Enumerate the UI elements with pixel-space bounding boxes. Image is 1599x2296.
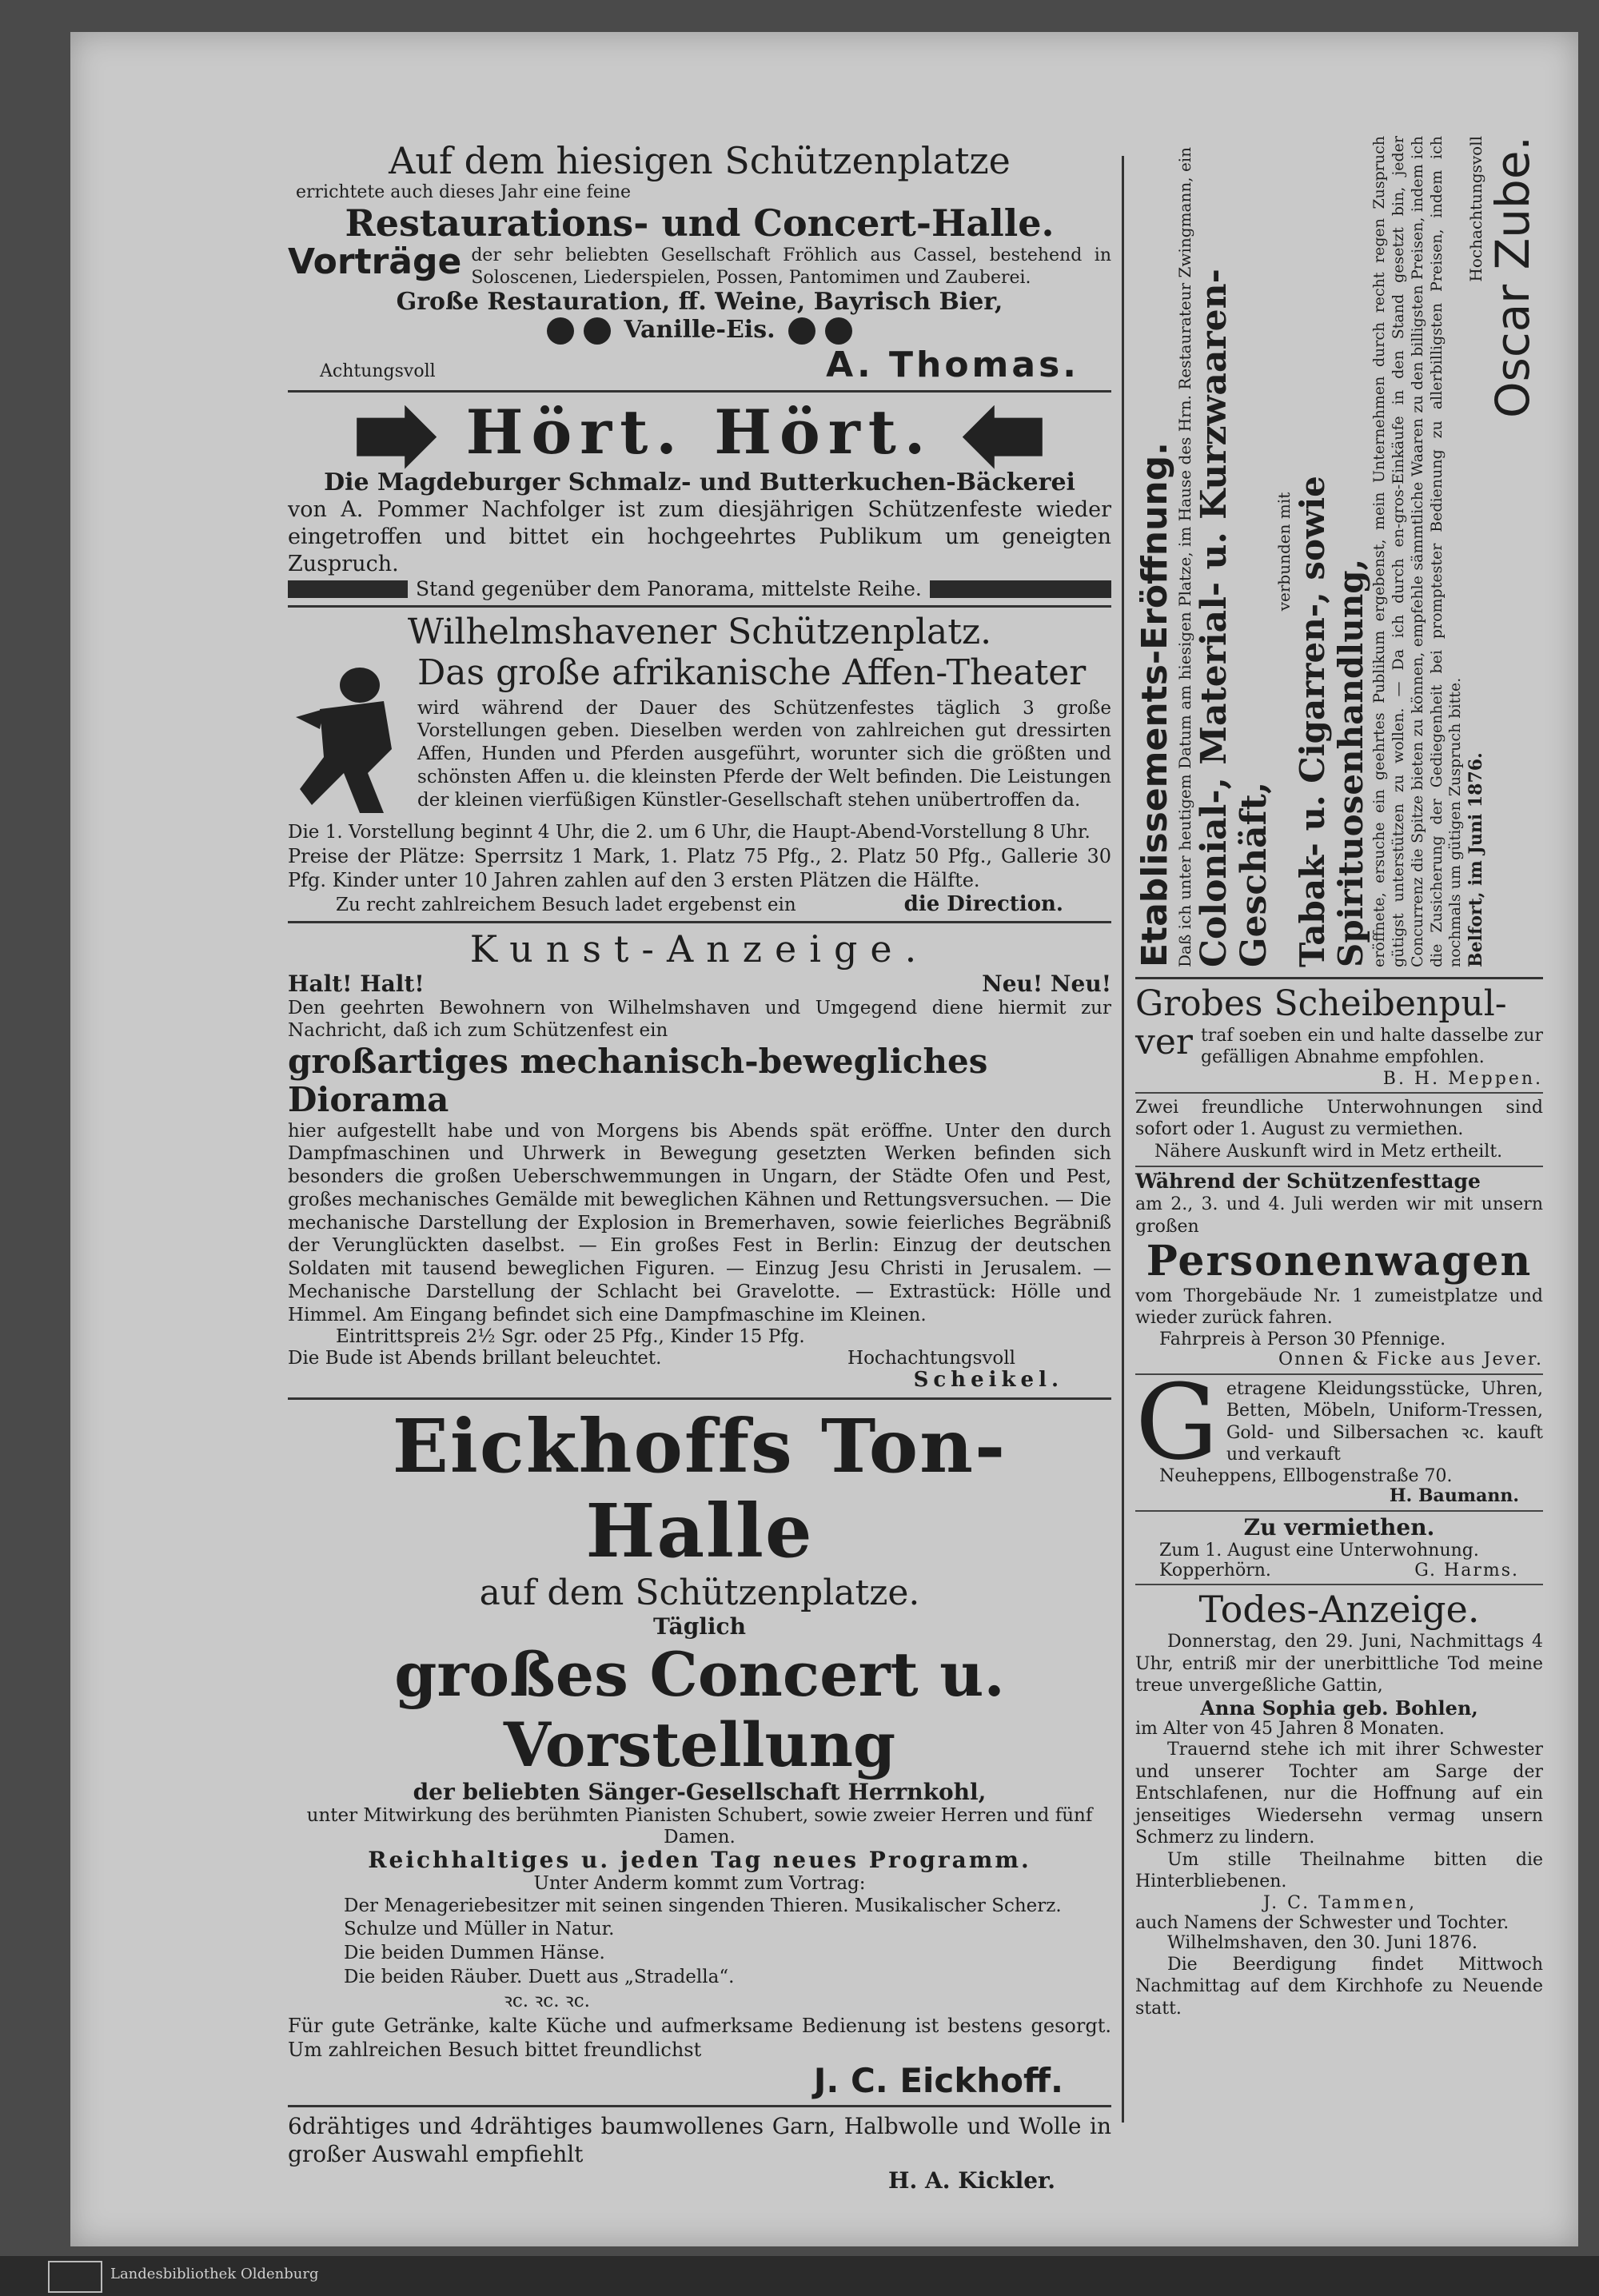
connector: verbunden mit: [1274, 492, 1294, 612]
divider: [288, 921, 1111, 923]
place-date: Belfort, im Juni 1876.: [1465, 752, 1487, 967]
right-column: [1135, 136, 1543, 2135]
heading: Während der Schützenfesttage: [1135, 1170, 1481, 1194]
ad-personenwagen: [1135, 1170, 1543, 1369]
program-item: Der Menageriebesitzer mit seinen singenden Thieren. Musikalischer Scherz.: [344, 1895, 1062, 1916]
ad-title: Etablissements-Eröffnung.: [1134, 442, 1175, 967]
divider: [1135, 1510, 1543, 1512]
program-item: Die beiden Dummen Hänse.: [344, 1943, 605, 1964]
ad-zube: [1135, 136, 1543, 967]
divider: [288, 2105, 1111, 2107]
divider: [1135, 1373, 1543, 1375]
divider: [288, 605, 1111, 608]
with: unter Mitwirkung des berühmten Pianisten Schubert, sowie zweier Herren und fünf Damen.: [306, 1805, 1093, 1848]
ad-line: errichtete auch dieses Jahr eine feine: [296, 181, 632, 202]
ad-text: von A. Pommer Nachfolger ist zum diesjährigen Schützenfeste wieder eingetroffen und bittet ein hochgeehrtes Publikum um geneigten Zuspruch.: [288, 497, 1111, 576]
ad-text: traf soeben ein und halte dasselbe zur gefälligen Abnahme empfohlen.: [1200, 1025, 1543, 1068]
text1: Donnerstag, den 29. Juni, Nachmittags 4 Uhr, entriß mir der unerbittliche Tod meine treue unvergeßliche Gattin,: [1135, 1632, 1543, 1696]
light: Die Bude ist Abends brillant beleuchtet.: [288, 1347, 662, 1369]
ad-title: Personenwagen: [1146, 1237, 1533, 1286]
divider: [288, 1397, 1111, 1400]
signer-note: auch Namens der Schwester und Tochter.: [1135, 1913, 1509, 1934]
restauration-line: Große Restauration, ff. Weine, Bayrisch Bier,: [396, 288, 1003, 317]
signature: H. A. Kickler.: [888, 2167, 1055, 2194]
signature: Onnen & Ficke aus Jever.: [1278, 1349, 1543, 1370]
age: im Alter von 45 Jahren 8 Monaten.: [1135, 1719, 1445, 1740]
signature: G. Harms.: [1414, 1561, 1519, 1581]
divider: [288, 390, 1111, 393]
ornament-dot-icon: [547, 317, 574, 345]
vortrag-intro: Unter Anderm kommt zum Vortrag:: [533, 1873, 866, 1895]
ad-kleidung: [1135, 1378, 1543, 1507]
line2: Tabak- u. Cigarren-, sowie Spirituosenhandlung,: [1292, 476, 1371, 967]
ad-kunst: [288, 928, 1111, 1393]
ad-text: 6drähtiges und 4drähtiges baumwollenes Garn, Halbwolle und Wolle in großer Auswahl empfiehlt: [288, 2113, 1111, 2168]
signature: A. Thomas.: [826, 344, 1079, 385]
divider: [1135, 977, 1543, 979]
ad-title-cont: ver: [1135, 1021, 1193, 1062]
ad-title: Eickhoffs Ton-Halle: [392, 1402, 1007, 1574]
ad-vermiethen: [1135, 1515, 1543, 1580]
signature: die Direction.: [903, 891, 1063, 916]
ad-text: etragene Kleidungsstücke, Uhren, Betten, Möbeln, Uniform-Tressen, Gold- und Silbersachen ꝛc. kauft und verkauft: [1226, 1378, 1543, 1465]
address: Neuheppens, Ellbogenstraße 70.: [1159, 1466, 1453, 1487]
program-item: Die beiden Räuber. Duett aus „Stradella“.: [344, 1967, 735, 1988]
vanille-line: Vanille-Eis.: [624, 315, 776, 344]
signature: B. H. Meppen.: [1382, 1068, 1543, 1089]
service: Für gute Getränke, kalte Küche und aufmerksame Bedienung ist bestens gesorgt. Um zahlreichen Besuch bittet freundlichst: [288, 2015, 1111, 2062]
text2: Trauernd stehe ich mit ihrer Schwester und unserer Tochter am Sarge der Entschlafenen, nur die Hoffnung auf ein jenseitiges Wiedersehn vermag unsern Schmerz zu lindern.: [1135, 1740, 1543, 1848]
ad-title: Todes-Anzeige.: [1198, 1588, 1480, 1632]
halt: Halt! Halt!: [288, 970, 425, 997]
divider: [1135, 1584, 1543, 1585]
ornament-dot-icon: [788, 317, 815, 345]
signer: J. C. Tammen,: [1263, 1892, 1418, 1913]
divider: [1135, 1092, 1543, 1094]
closing: Achtungsvoll: [320, 361, 436, 381]
schedule: Die 1. Vorstellung beginnt 4 Uhr, die 2. um 6 Uhr, die Haupt-Abend-Vorstellung 8 Uhr.: [288, 821, 1091, 843]
deceased-name: Anna Sophia geb. Bohlen,: [1200, 1696, 1478, 1720]
library-name: Landesbibliothek Oldenburg: [110, 2266, 319, 2282]
programm: Reichhaltiges u. jeden Tag neues Programm.: [368, 1846, 1031, 1873]
signature: Oscar Zube.: [1485, 136, 1541, 419]
left-column: [288, 139, 1111, 2194]
monkey-rider-illustration: [288, 653, 408, 821]
signature: J. C. Eickhoff.: [813, 2061, 1063, 2101]
route: vom Thorgebäude Nr. 1 zumeistplatze und wieder zurück fahren.: [1135, 1286, 1543, 1329]
price: Eintrittspreis 2½ Sgr. oder 25 Pfg., Kinder 15 Pfg.: [336, 1326, 805, 1348]
intro: Daß ich unter heutigem Datum am hiesigen Platze, im Hause des Hrn. Restaurateur Zwingmann, ein: [1174, 146, 1194, 967]
ad-text: eröffnete, ersuche ein geehrtes Publikum ergebenst, mein Unternehmen durch recht regen Zuspruch gütigst unterstützen zu wollen. — Da ich durch en-gros-Einkäufe in den Stand gesetzt bin, jeder Concurrenz die Spitze bieten zu können, empfehle sämmtliche Waaren zu den billigsten Preisen, indem ich die Zusicherung der Gediegenheit bei promptester Bedienung zu allerbilligsten Preisen, indem ich nochmals um gütigen Zuspruch bitte.: [1370, 136, 1465, 967]
ad-title: Hört. Hört.: [465, 396, 934, 468]
ad-eickhoff: [288, 1402, 1111, 2101]
ad-scheibenpulver: [1135, 984, 1543, 1089]
ad-text: Zwei freundliche Unterwohnungen sind sofort oder 1. August zu vermiethen.: [1135, 1097, 1543, 1140]
pointing-hand-icon: [357, 405, 437, 469]
text3: Um stille Theilnahme bitten die Hinterbliebenen.: [1135, 1849, 1543, 1892]
decorative-bar: [288, 580, 408, 598]
ad-text: Zum 1. August eine Unterwohnung.: [1159, 1540, 1479, 1561]
burial: Die Beerdigung findet Mittwoch Nachmittag auf dem Kirchhofe zu Neuende statt.: [1135, 1954, 1543, 2019]
closing: Hochachtungsvoll: [1466, 136, 1486, 282]
initial-letter: G: [1135, 1377, 1218, 1483]
decorative-bar: [930, 580, 1111, 598]
ad-headline: großartiges mechanisch-bewegliches Diorama: [288, 1042, 988, 1120]
ornament-dot-icon: [584, 317, 611, 345]
ad-schuetzenplatz: [288, 140, 1111, 385]
stand-line: Stand gegenüber dem Panorama, mittelste Reihe.: [416, 577, 922, 601]
neu: Neu! Neu!: [982, 970, 1111, 997]
ornament-dot-icon: [825, 317, 852, 345]
ad-text: am 2., 3. und 4. Juli werden wir mit unsern großen: [1135, 1194, 1543, 1237]
ad-unterwohnungen: [1135, 1097, 1543, 1163]
etc: ꝛc. ꝛc. ꝛc.: [504, 1991, 590, 2012]
ad-title: Wilhelmshavener Schützenplatz.: [407, 612, 992, 653]
ad-todes: [1135, 1588, 1543, 2019]
place: Kopperhörn.: [1159, 1561, 1271, 1581]
ad-headline: Das große afrikanische Affen-Theater: [417, 652, 1087, 693]
vortraege-label: Vorträge: [288, 241, 462, 283]
intro: Den geehrten Bewohnern von Wilhelmshaven und Umgegend diene hiermit zur Nachricht, daß ich zum Schützenfest ein: [288, 997, 1111, 1042]
pointing-hand-icon: [963, 405, 1043, 469]
ad-text: wird während der Dauer des Schützenfestes täglich 3 große Vorstellungen geben. Dieselben werden von zahlreichen gut dressirten Affen, Hunden und Pferden ausgeführt, worunter sich die größten und schönsten Affen u. die kleinsten Pferde der Welt befinden. Die Leistungen der kleinen vierfüßigen Künstler-Gesellschaft stehen unübertroffen da.: [417, 697, 1111, 811]
ad-info: Nähere Auskunft wird in Metz ertheilt.: [1154, 1141, 1503, 1162]
closing: Hochachtungsvoll: [847, 1347, 1015, 1369]
ad-subtitle: auf dem Schützenplatze.: [479, 1573, 920, 1614]
invite: Zu recht zahlreichem Besuch ladet ergebenst ein: [336, 894, 796, 915]
ad-title: Kunst-Anzeige.: [469, 927, 930, 971]
library-logo-icon: [48, 2261, 102, 2293]
ad-title: Zu vermiethen.: [1243, 1513, 1435, 1541]
signature: H. Baumann.: [1389, 1485, 1519, 1507]
column-divider: [1122, 156, 1124, 2123]
ad-garn: [288, 2112, 1111, 2194]
signature: Scheikel.: [913, 1367, 1063, 1392]
divider: [1135, 1166, 1543, 1167]
program-item: Schulze und Müller in Natur.: [344, 1919, 615, 1940]
prices: Preise der Plätze: Sperrsitz 1 Mark, 1. Platz 75 Pfg., 2. Platz 50 Pfg., Gallerie 30 Pfg. Kinder unter 10 Jahren zahlen auf den 3 ersten Plätzen die Hälfte.: [288, 844, 1111, 891]
place-date: Wilhelmshaven, den 30. Juni 1876.: [1167, 1933, 1477, 1954]
ad-text: hier aufgestellt habe und von Morgens bis Abends spät eröffne. Unter den durch Dampfmaschinen und Uhrwerk in Bewegung gesetzten Werken befinden sich besonders die großen Ueberschwemmungen in Ungarn, der Städte Ofen und Pest, großes mechanisches Gemälde mit beweglichen Kähnen und Rettungsversuchen. — Die mechanische Darstellung der Explosion in Bremerhaven, sowie feierliches Begräbniß der Verunglückten daselbst. — Ein großes Fest in Berlin: Einzug der deutschen Soldaten mit tausend beweglichen Figuren. — Einzug Jesu Christi in Jerusalem. — Mechanische Darstellung der Schlacht bei Gravelotte. — Extrastück: Hölle und Himmel. Am Eingang befindet sich eine Dampfmaschine im Kleinen.: [288, 1120, 1111, 1325]
vortraege-text: der sehr beliebten Gesellschaft Fröhlich aus Cassel, bestehend in Soloscenen, Liederspielen, Possen, Pantomimen und Zauberei.: [471, 245, 1111, 288]
ad-headline: großes Concert u. Vorstellung: [394, 1639, 1005, 1780]
price: Fahrpreis à Person 30 Pfennige.: [1159, 1329, 1446, 1349]
line1: Colonial-, Material- u. Kurzwaaren-Geschäft,: [1193, 269, 1275, 967]
ad-title: Auf dem hiesigen Schützenplatze: [389, 139, 1011, 182]
group: der beliebten Sänger-Gesellschaft Herrnkohl,: [413, 1778, 987, 1805]
ad-subtitle: Restaurations- und Concert-Halle.: [345, 201, 1055, 245]
ad-headline: Die Magdeburger Schmalz- und Butterkuchen-Bäckerei: [324, 468, 1075, 496]
daily: Täglich: [653, 1612, 746, 1640]
ad-hoert: [288, 397, 1111, 601]
ad-title: Grobes Scheibenpul-: [1135, 983, 1507, 1024]
ad-affen: [288, 612, 1111, 915]
